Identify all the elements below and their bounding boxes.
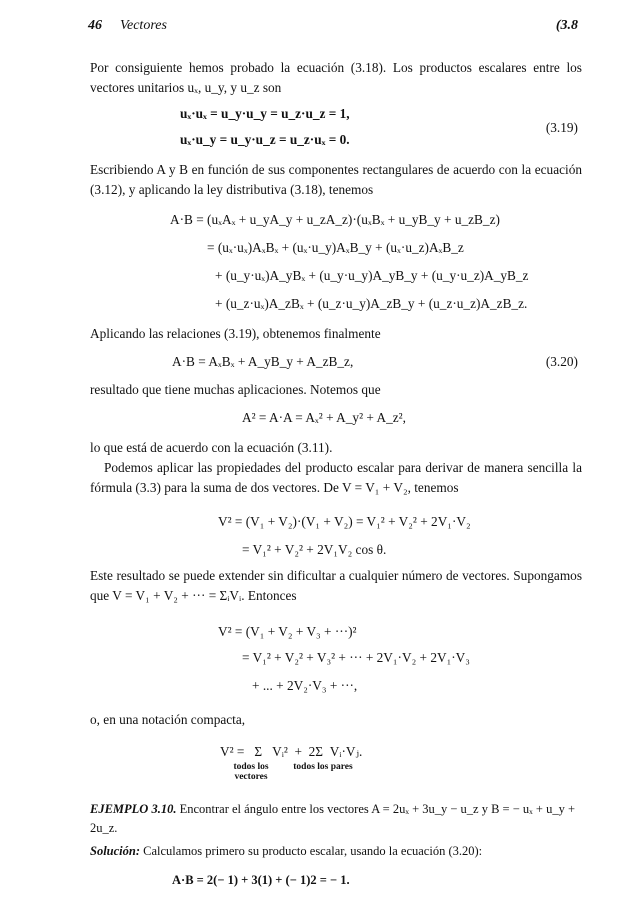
equation-3-20: A·B = AₓBₓ + A_yB_y + A_zB_z, — [172, 354, 354, 369]
example-text: Encontrar el ángulo entre los vectores A = 2uₓ + 3u_y − u_z y B = − uₓ + u_y + 2u_z. — [90, 802, 576, 835]
paragraph-6: Podemos aplicar las propiedades del producto escalar para derivar de manera sencilla la fórmula (3.3) para la suma de dos vectores. De V = V₁ + V₂, tenemos — [90, 460, 582, 495]
equation-label-3-19: (3.19) — [545, 120, 578, 135]
page-number: 46 — [88, 18, 102, 33]
paragraph-5: lo que está de acuerdo con la ecuación (3.11). — [90, 440, 333, 455]
equation-ab-line-2: = (uₓ·uₓ)AₓBₓ + (uₓ·u_y)AₓB_y + (uₓ·u_z)AₓB_z — [207, 240, 464, 255]
paragraph-8: o, en una notación compacta, — [90, 712, 246, 727]
equation-a-squared: A² = A·A = Aₓ² + A_y² + A_z², — [242, 410, 406, 425]
equation-ab-line-3: + (u_y·uₓ)A_yBₓ + (u_y·u_y)A_yB_y + (u_y·u_z)A_yB_z — [215, 268, 529, 283]
equation-compact: V² = Σ Vᵢ² + 2Σ Vᵢ·Vⱼ. — [220, 744, 363, 759]
equation-3-19b: uₓ·u_y = u_y·u_z = u_z·uₓ = 0. — [180, 132, 350, 147]
equation-ab-line-1: A·B = (uₓAₓ + u_yA_y + u_zA_z)·(uₓBₓ + u_yB_y + u_zB_z) — [170, 212, 500, 227]
equation-v2-line-2: = V₁² + V₂² + 2V₁V₂ cos θ. — [242, 542, 387, 557]
paragraph-3: Aplicando las relaciones (3.19), obtenemos finalmente — [90, 326, 381, 341]
equation-v3-line-3: + ... + 2V₂·V₃ + ···, — [252, 678, 358, 693]
solution — [90, 842, 582, 861]
equation-v3-line-1: V² = (V₁ + V₂ + V₃ + ···)² — [218, 624, 357, 639]
section-number: (3.8 — [555, 18, 578, 33]
equation-v3-line-2: = V₁² + V₂² + V₃² + ··· + 2V₁·V₂ + 2V₁·V₃ — [242, 650, 470, 665]
equation-3-19a: uₓ·uₓ = u_y·u_y = u_z·u_z = 1, — [180, 106, 350, 121]
running-title: Vectores — [120, 18, 167, 33]
solution-label: Solución: — [90, 844, 141, 858]
sum-subscript-all-pairs: todos los pares — [293, 762, 353, 772]
paragraph-1: Por consiguiente hemos probado la ecuación (3.18). Los productos escalares entre los vectores unitarios uₓ, u_y, y u_z son — [90, 60, 582, 95]
equation-label-3-20: (3.20) — [545, 354, 578, 369]
example-3-10 — [90, 800, 582, 838]
solution-text: Calculamos primero su producto escalar, usando la ecuación (3.20): — [143, 844, 483, 858]
paragraph-7: Este resultado se puede extender sin dificultar a cualquier número de vectores. Supongamos que V = V₁ + V₂ + ··· = ΣᵢVᵢ. Entonces — [90, 568, 582, 603]
equation-v2-line-1: V² = (V₁ + V₂)·(V₁ + V₂) = V₁² + V₂² + 2V₁·V₂ — [218, 514, 471, 529]
paragraph-2: Escribiendo A y B en función de sus componentes rectangulares de acuerdo con la ecuación (3.12), y aplicando la ley distributiva (3.18), tenemos — [90, 162, 582, 197]
sum-subscript-all-vectors: todos los vectores — [233, 762, 269, 782]
paragraph-4: resultado que tiene muchas aplicaciones. Notemos que — [90, 382, 381, 397]
example-label: EJEMPLO 3.10. — [90, 802, 177, 816]
equation-ab-line-4: + (u_z·uₓ)A_zBₓ + (u_z·u_y)A_zB_y + (u_z·u_z)A_zB_z. — [215, 296, 528, 311]
solution-result: A·B = 2(− 1) + 3(1) + (− 1)2 = − 1. — [172, 873, 350, 887]
